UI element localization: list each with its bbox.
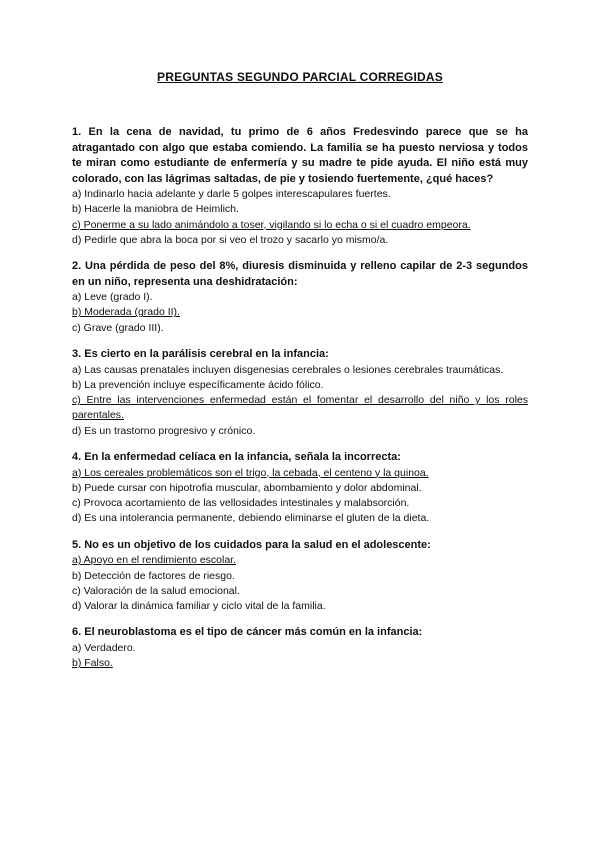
option-c: c) Provoca acortamiento de las vellosidades intestinales y malabsorción. [72,497,410,510]
option-d: d) Valorar la dinámica familiar y ciclo vital de la familia. [72,600,326,613]
option-c-correct: c) Ponerme a su lado animándolo a toser, vigilando si lo echa o si el cuadro empeora. [72,218,471,231]
question-text: 5. No es un objetivo de los cuidados para la salud en el adolescente: [72,538,431,551]
option-c: c) Grave (grado III). [72,321,164,334]
question-6 [72,625,528,671]
question-text: 3. Es cierto en la parálisis cerebral en la infancia: [72,348,329,361]
question-3 [72,347,528,439]
document-page [72,70,528,683]
option-c: c) Valoración de la salud emocional. [72,584,240,597]
option-b-correct: b) Moderada (grado II). [72,306,180,319]
option-c-correct: c) Entre las intervenciones enfermedad están el fomentar el desarrollo del niño y los roles parentales. [72,394,528,422]
option-a: a) Indinarlo hacia adelante y darle 5 golpes interescapulares fuertes. [72,188,391,200]
question-4 [72,450,528,527]
option-d: d) Pedirle que abra la boca por si veo el trozo y sacarlo yo mismo/a. [72,233,389,246]
question-5 [72,538,528,615]
question-2 [72,259,528,336]
option-a: a) Leve (grado I). [72,291,153,304]
option-a-correct: a) Apoyo en el rendimiento escolar. [72,554,237,567]
option-a: a) Las causas prenatales incluyen disgenesias cerebrales o lesiones cerebrales traumáticas. [72,363,504,376]
option-d: d) Es una intolerancia permanente, debiendo eliminarse el gluten de la dieta. [72,512,430,525]
option-b: b) Detección de factores de riesgo. [72,569,235,582]
option-b: b) La prevención incluye específicamente ácido fólico. [72,378,324,391]
question-1 [72,125,528,248]
option-b: b) Puede cursar con hipotrofia muscular, abombamiento y dolor abdominal. [72,481,422,494]
question-text: 1. En la cena de navidad, tu primo de 6 años Fredesvindo parece que se ha atragantado con algo que estaba comiendo. La familia se ha puesto nerviosa y todos te miran como estudiante de enfermería y su madre te pide ayuda. El niño está muy colorado, con las lágrimas saltadas, de pie y tosiendo fuertemente, ¿qué haces? [72,126,528,185]
question-text: 2. Una pérdida de peso del 8%, diuresis disminuida y relleno capilar de 2-3 segundos en un niño, representa una deshidratación: [72,260,528,288]
option-a-correct: a) Los cereales problemáticos son el trigo, la cebada, el centeno y la quinoa. [72,466,429,479]
option-a: a) Verdadero. [72,641,136,654]
option-d: d) Es un trastorno progresivo y crónico. [72,424,256,437]
option-b: b) Hacerle la maniobra de Heimlich. [72,203,239,216]
question-text: 4. En la enfermedad celíaca en la infancia, señala la incorrecta: [72,451,401,464]
page-title: PREGUNTAS SEGUNDO PARCIAL CORREGIDAS [157,70,443,84]
question-text: 6. El neuroblastoma es el tipo de cáncer más común en la infancia: [72,626,423,639]
option-b-correct: b) Falso. [72,657,113,670]
